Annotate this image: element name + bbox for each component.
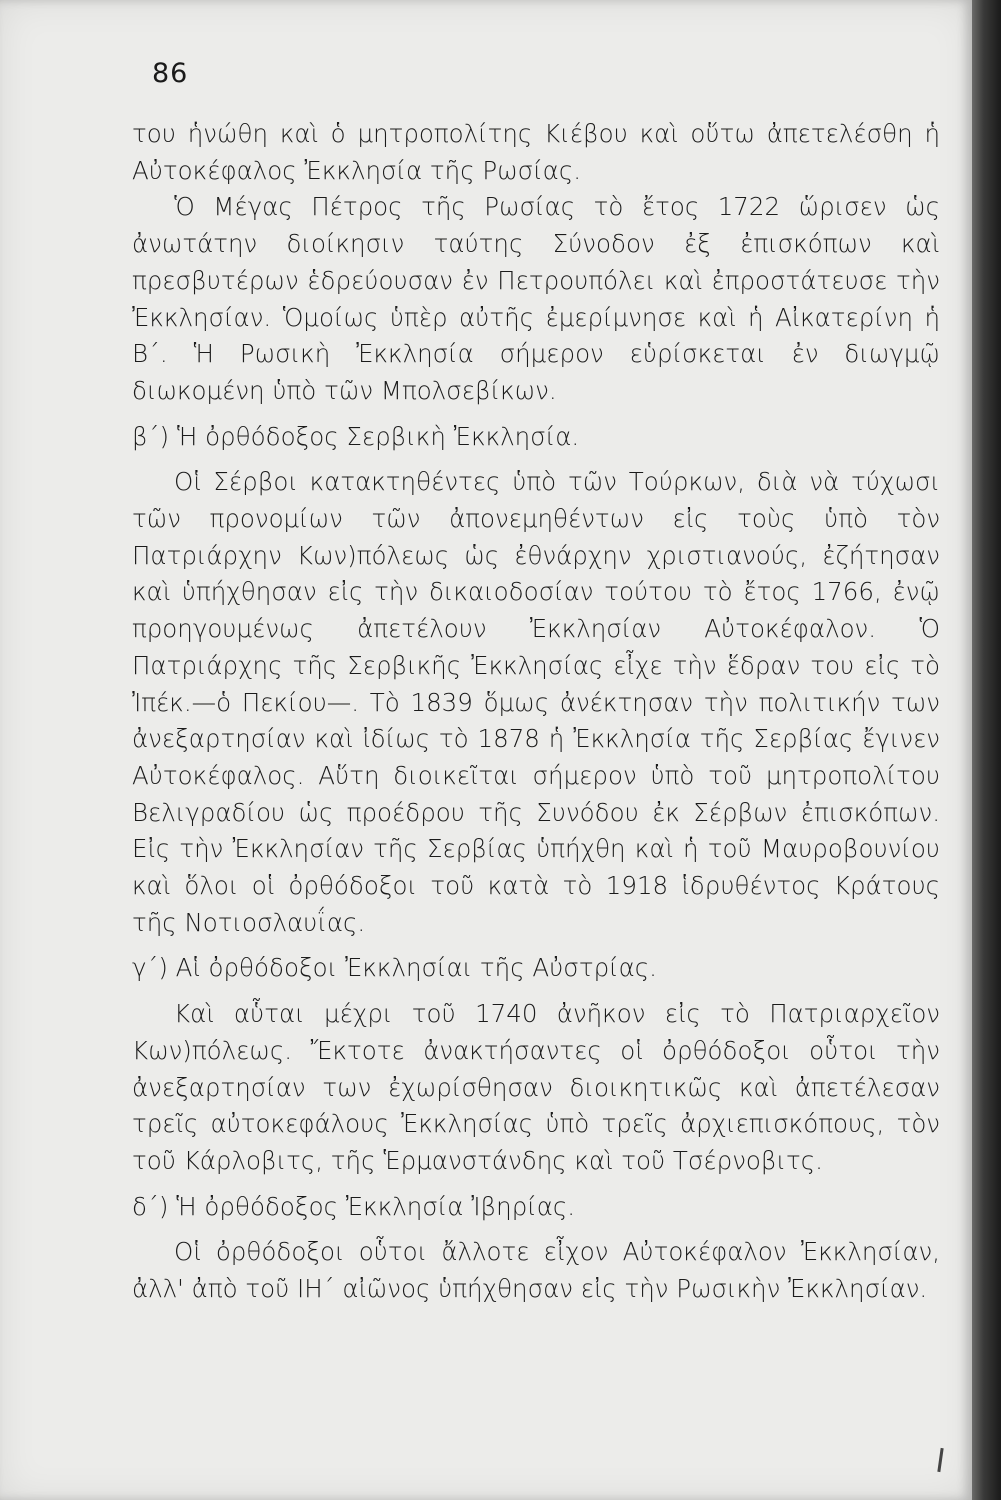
section-heading-iberian-church: δ΄) Ἡ ὀρθόδοξος Ἐκκλησία Ἰβηρίας. (132, 1191, 576, 1221)
paragraph-serbian-church: Οἱ Σέρβοι κατακτηθέντες ὑπὸ τῶν Τούρκων, διὰ νὰ τύχωσι τῶν προνομίων τῶν ἀπονεμηθέντων εἰς τοὺς ὑπὸ τὸν Πατριάρχην Κων)πόλεως ὡς ἐθνάρχην χριστιανούς, ἐζήτησαν καὶ ὑπήχθησαν εἰς τὴν δικαιοδοσίαν τούτου τὸ ἔτος 1766, ἐνῷ προηγουμένως ἀπετέλουν Ἐκκλησίαν Αὐτοκέφαλον. Ὁ Πατριάρχης τῆς Σερβικῆς Ἐκκλησίας εἶχε τὴν ἕδραν του εἰς τὸ Ἰπέκ.—ὁ Πεκίου—. Τὸ 1839 ὅμως ἀνέκτησαν τὴν πολιτικήν των ἀνεξαρτησίαν καὶ ἰδίως τὸ 1878 ἡ Ἐκκλησία τῆς Σερβίας ἔγινεν Αὐτοκέφαλος. Αὕτη διοικεῖται σήμερον ὑπὸ τοῦ μητροπολίτου Βελιγραδίου ὡς προέδρου τῆς Συνόδου ἐκ Σέρβων ἐπισκόπων. Εἰς τὴν Ἐκκλησίαν τῆς Σερβίας ὑπήχθη καὶ ἡ τοῦ Μαυροβουνίου καὶ ὅλοι οἱ ὀρθόδοξοι τοῦ κατὰ τὸ 1918 ἱδρυθέντος Κράτους τῆς Νοτιοσλαυΐας. (132, 467, 940, 937)
page-number: 86 (152, 58, 189, 89)
section-heading-serbian-church: β΄) Ἡ ὀρθόδοξος Σερβικὴ Ἐκκλησία. (132, 421, 580, 451)
paragraph-iberian-church: Οἱ ὀρθόδοξοι οὗτοι ἄλλοτε εἶχον Αὐτοκέφαλον Ἐκκλησίαν, ἀλλ' ἀπὸ τοῦ ΙΗ΄ αἰῶνος ὑπήχθησαν εἰς τὴν Ρωσικὴν Ἐκκλησίαν. (132, 1237, 940, 1304)
page-body (132, 116, 940, 1308)
paragraph-peter-the-great: Ὁ Μέγας Πέτρος τῆς Ρωσίας τὸ ἔτος 1722 ὥρισεν ὡς ἀνωτάτην διοίκησιν ταύτης Σύνοδον ἐξ ἐπισκόπων καὶ πρεσβυτέρων ἑδρεύουσαν ἐν Πετρουπόλει καὶ ἐπροστάτευσε τὴν Ἐκκλησίαν. Ὁμοίως ὑπὲρ αὐτῆς ἐμερίμνησε καὶ ἡ Αἰκατερίνη ἡ Β΄. Ἡ Ρωσικὴ Ἐκκλησία σήμερον εὑρίσκεται ἐν διωγμῷ διωκομένη ὑπὸ τῶν Μπολσεβίκων. (132, 192, 940, 405)
page-edge-shadow (972, 0, 1001, 1500)
scan-mark (937, 1448, 943, 1472)
paragraph-continuation: του ἡνώθη καὶ ὁ μητροπολίτης Κιέβου καὶ οὕτω ἀπετελέσθη ἡ Αὐτοκέφαλος Ἐκκλησία τῆς Ρωσίας. (132, 119, 940, 185)
paragraph-austrian-churches: Καὶ αὗται μέχρι τοῦ 1740 ἀνῆκον εἰς τὸ Πατριαρχεῖον Κων)πόλεως. Ἔκτοτε ἀνακτήσαντες οἱ ὀρθόδοξοι οὗτοι τὴν ἀνεξαρτησίαν των ἐχωρίσθησαν διοικητικῶς καὶ ἀπετέλεσαν τρεῖς αὐτοκεφάλους Ἐκκλησίας ὑπὸ τρεῖς ἀρχιεπισκόπους, τὸν τοῦ Κάρλοβιτς, τῆς Ἑρμανστάνδης καὶ τοῦ Τσέρνοβιτς. (132, 999, 940, 1175)
section-heading-austrian-churches: γ΄) Αἱ ὀρθόδοξοι Ἐκκλησίαι τῆς Αὐστρίας. (132, 953, 657, 983)
